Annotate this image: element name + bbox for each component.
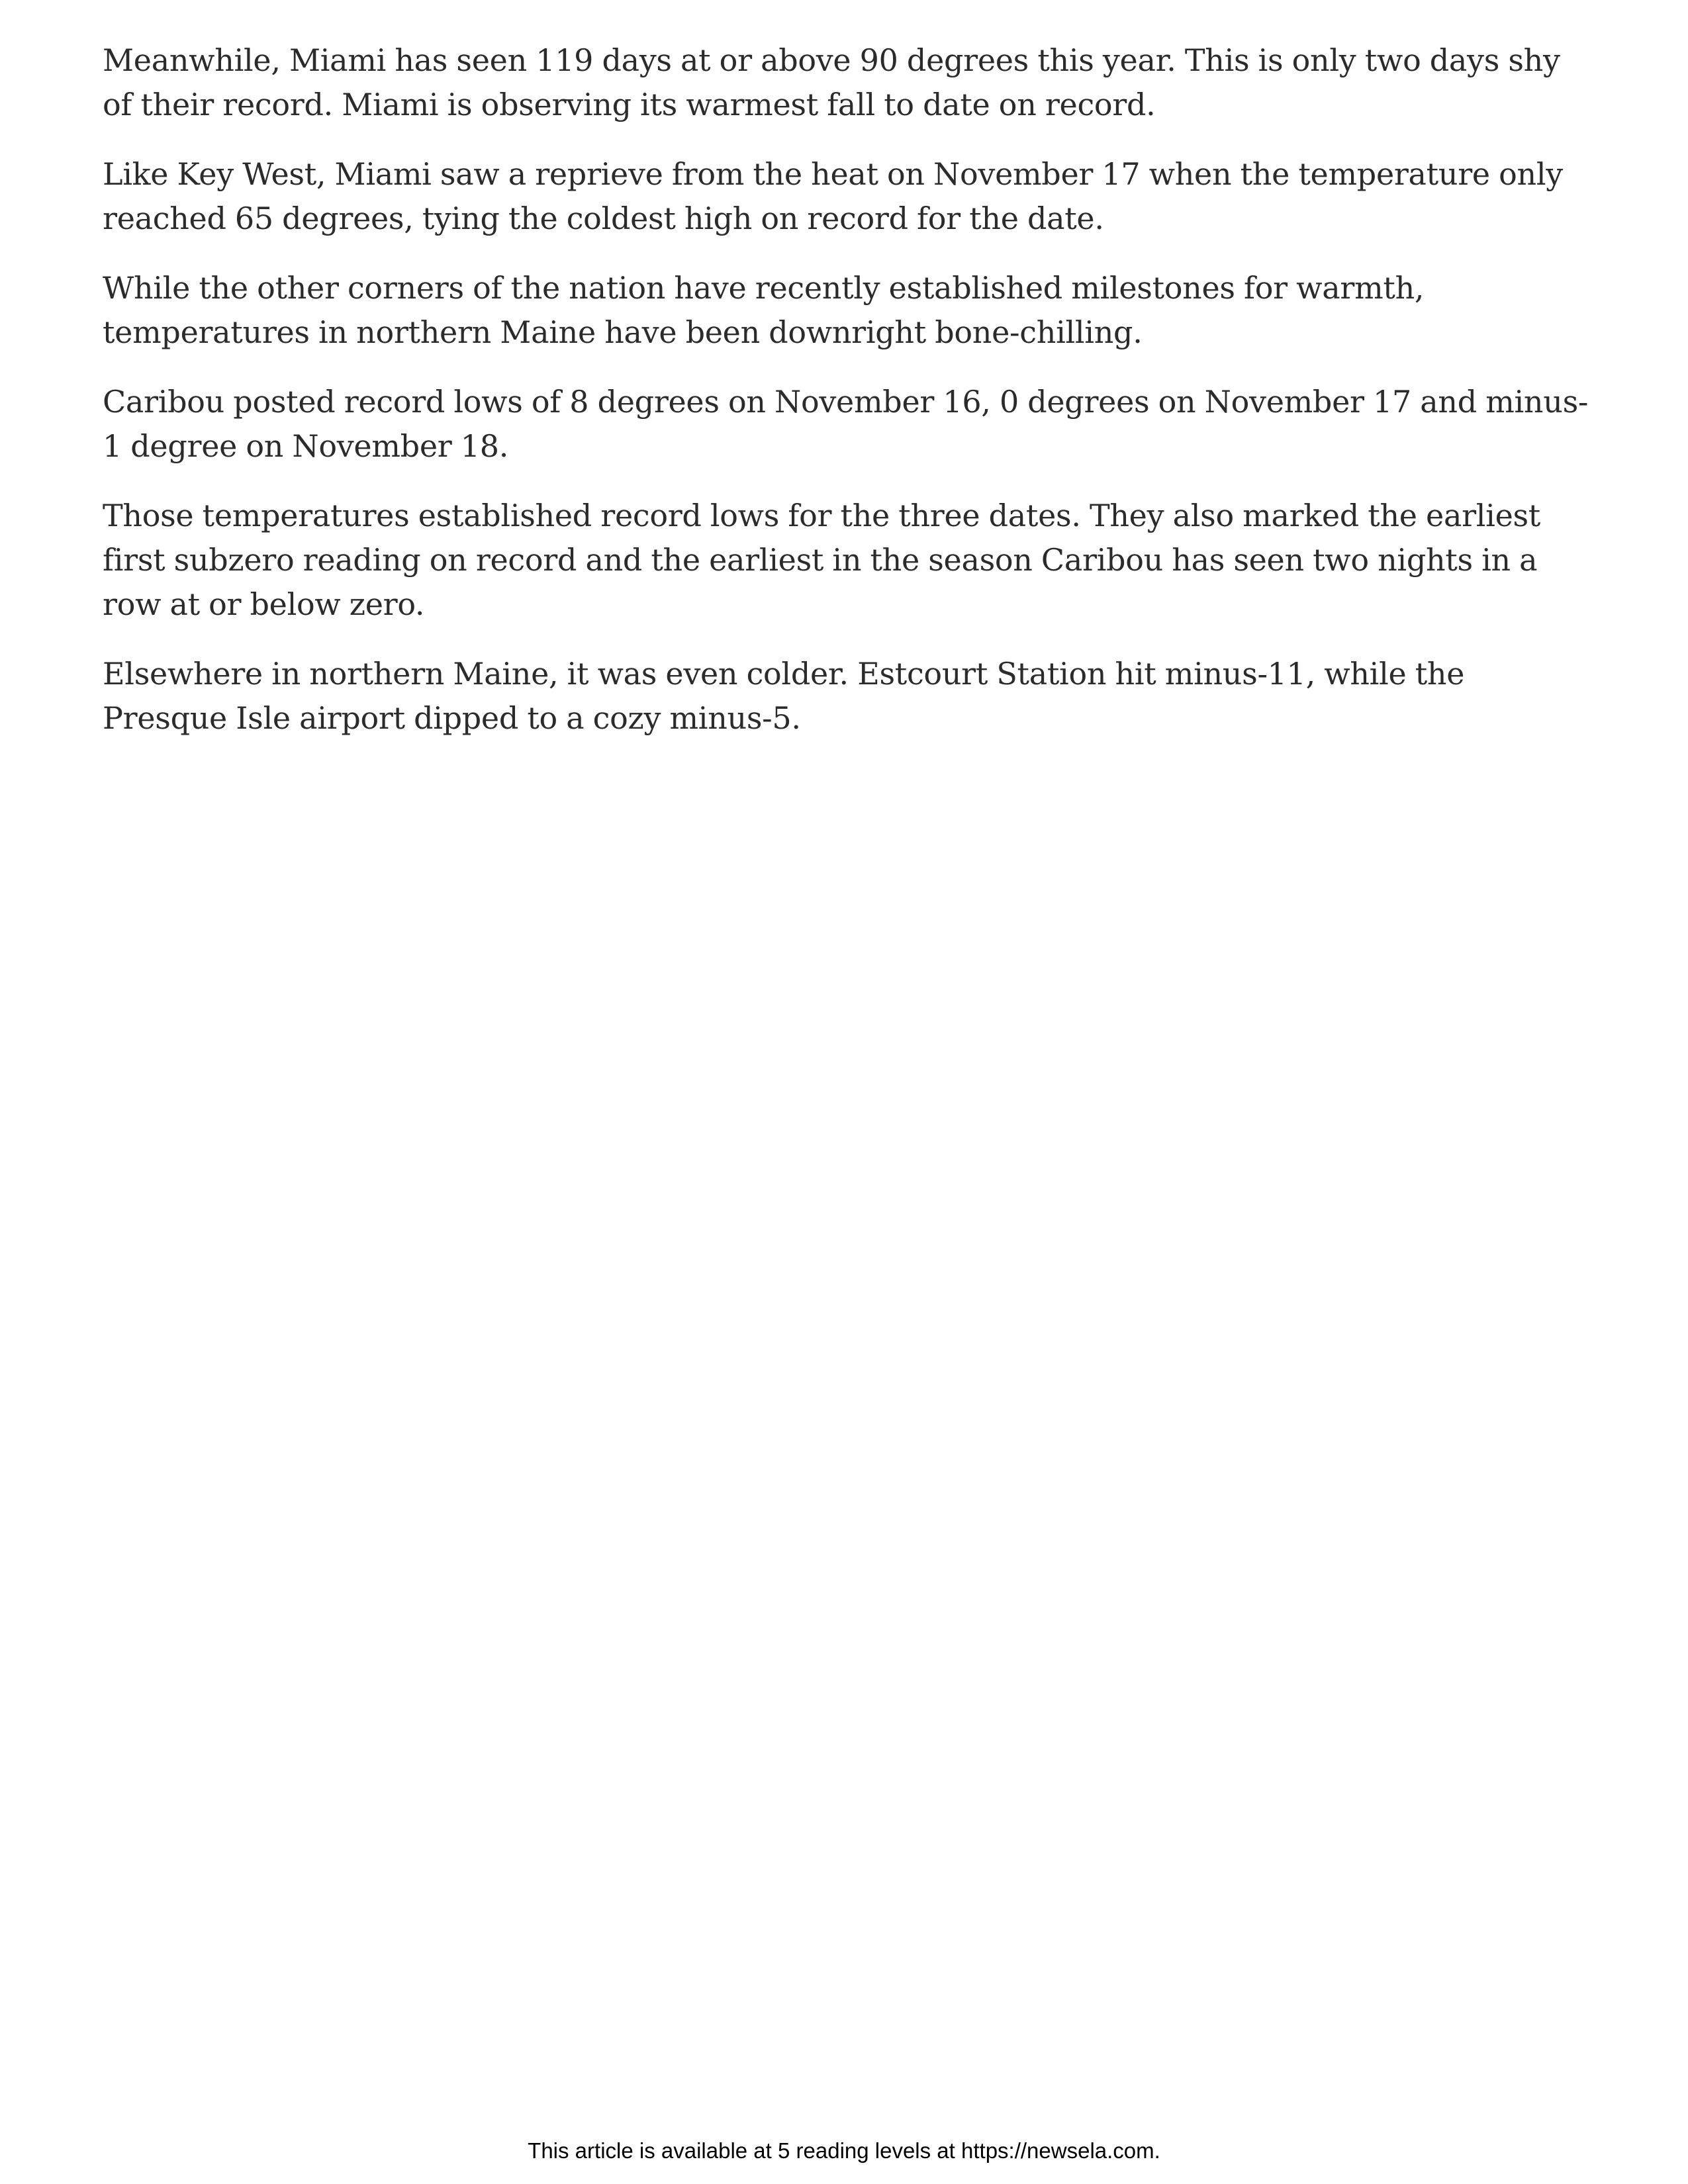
article-body [103,38,1589,766]
reading-levels-footer: This article is available at 5 reading levels at https://newsela.com. [528,2138,1160,2163]
paragraph-miami-90-degree-days: Meanwhile, Miami has seen 119 days at or above 90 degrees this year. This is only two days shy of their record. Miami is observing its warmest fall to date on record. [103,42,1560,122]
paragraph-estcourt-station: Elsewhere in northern Maine, it was even colder. Estcourt Station hit minus-11, while the Presque Isle airport dipped to a cozy minus-5. [103,656,1465,736]
paragraph-caribou-record-lows: Caribou posted record lows of 8 degrees on November 16, 0 degrees on November 17 and minus-1 degree on November 18. [103,384,1589,464]
paragraph-miami-reprieve: Like Key West, Miami saw a reprieve from the heat on November 17 when the temperature only reached 65 degrees, tying the coldest high on record for the date. [103,156,1563,236]
paragraph-subzero-readings: Those temperatures established record lows for the three dates. They also marked the earliest first subzero reading on record and the earliest in the season Caribou has seen two nights in a row at or below zero. [103,498,1540,622]
paragraph-northern-maine-cold: While the other corners of the nation have recently established milestones for warmth, temperatures in northern Maine have been downright bone-chilling. [103,270,1425,350]
